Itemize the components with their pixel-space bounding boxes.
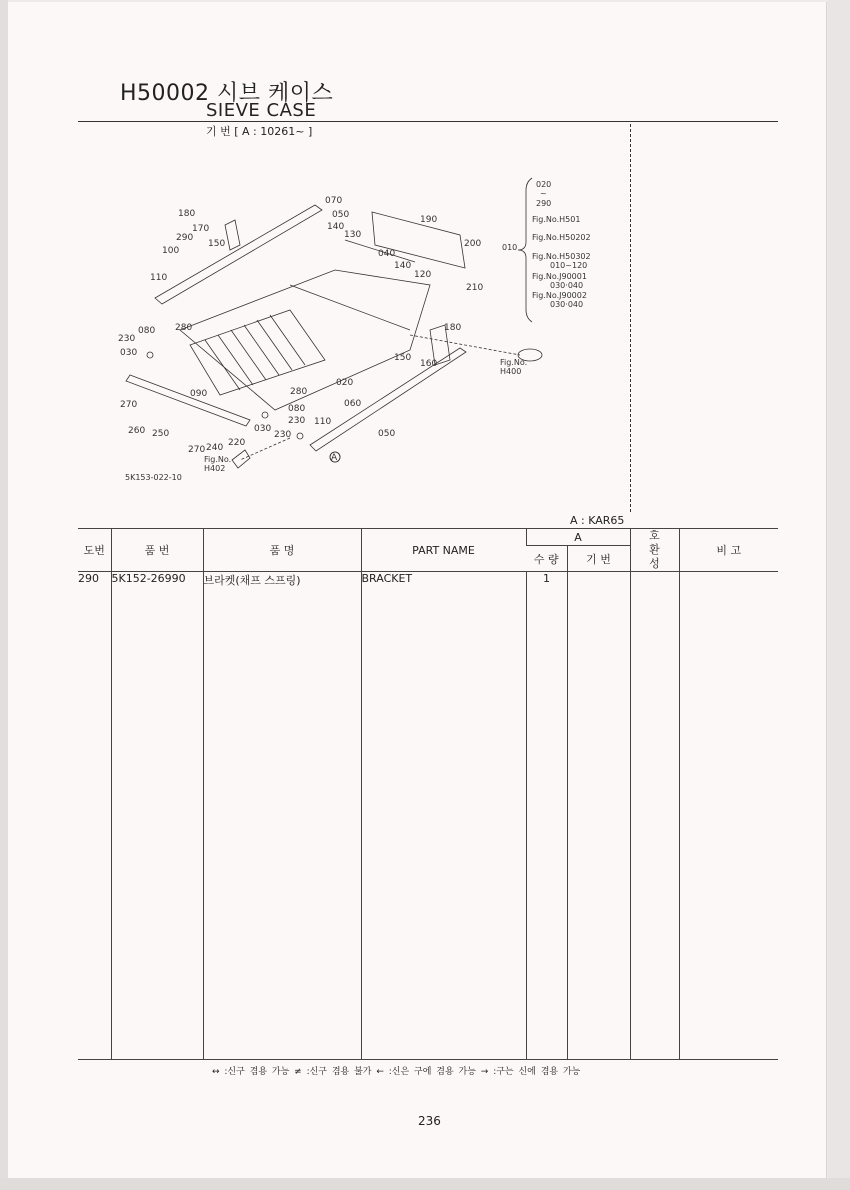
page-subtitle: SIEVE CASE <box>206 100 317 121</box>
scan-left-edge <box>0 0 8 1190</box>
svg-text:140: 140 <box>394 261 412 271</box>
top-rail <box>155 205 322 304</box>
svg-text:180: 180 <box>444 323 462 333</box>
header-part-no: 품 번 <box>111 529 203 572</box>
svg-text:250: 250 <box>152 429 170 439</box>
header-qty: 수 량 <box>526 546 567 572</box>
svg-text:040: 040 <box>378 249 396 259</box>
cell-name-en: BRACKET <box>361 572 526 1060</box>
page-title: H50002 시브 케이스 <box>120 81 334 106</box>
svg-text:230: 230 <box>118 334 136 344</box>
svg-text:220: 220 <box>228 438 246 448</box>
svg-text:280: 280 <box>290 387 308 397</box>
serial-range: 기 번 [ A : 10261~ ] <box>206 125 313 138</box>
diagram-divider <box>630 124 631 512</box>
svg-text:A: A <box>331 453 338 463</box>
header-name-en: PART NAME <box>361 529 526 572</box>
svg-text:060: 060 <box>344 399 362 409</box>
svg-text:5K153-022-10: 5K153-022-10 <box>125 473 182 482</box>
svg-text:020: 020 <box>536 180 552 189</box>
svg-text:010~120: 010~120 <box>550 261 588 270</box>
svg-text:090: 090 <box>190 389 208 399</box>
svg-text:230: 230 <box>274 430 292 440</box>
cell-ref-no: 290 <box>78 572 111 1060</box>
svg-text:110: 110 <box>150 273 168 283</box>
svg-text:120: 120 <box>414 270 432 280</box>
svg-text:280: 280 <box>175 323 193 333</box>
cell-interchange <box>630 572 679 1060</box>
svg-text:050: 050 <box>378 429 396 439</box>
cell-qty: 1 <box>526 572 567 1060</box>
svg-text:Fig.No.H501: Fig.No.H501 <box>532 215 581 224</box>
svg-text:Fig.No.J90001: Fig.No.J90001 <box>532 272 587 281</box>
svg-text:290: 290 <box>536 199 552 208</box>
svg-text:Fig.No.J90002: Fig.No.J90002 <box>532 291 587 300</box>
scan-bottom-edge <box>0 1178 850 1190</box>
svg-text:160: 160 <box>420 359 438 369</box>
sieve-grate <box>190 310 325 395</box>
model-note: A : KAR65 <box>570 514 625 527</box>
parts-table <box>78 528 778 1060</box>
front-rail <box>126 375 250 426</box>
svg-text:030·040: 030·040 <box>550 300 584 309</box>
svg-text:230: 230 <box>288 416 306 426</box>
cell-remarks <box>679 572 778 1060</box>
svg-text:210: 210 <box>466 283 484 293</box>
svg-text:110: 110 <box>314 417 332 427</box>
header-interchange: 호 환 성 <box>630 529 679 572</box>
svg-text:020: 020 <box>336 378 354 388</box>
svg-text:150: 150 <box>394 353 412 363</box>
svg-text:260: 260 <box>128 426 146 436</box>
header-name-kr: 품 명 <box>203 529 361 572</box>
header-remarks: 비 고 <box>679 529 778 572</box>
back-plate <box>372 212 465 268</box>
svg-text:Fig.No.: Fig.No. <box>500 358 528 367</box>
cell-serial <box>567 572 630 1060</box>
scan-right-edge <box>828 0 850 1190</box>
svg-text:150: 150 <box>208 239 226 249</box>
svg-text:Fig.No.H50202: Fig.No.H50202 <box>532 233 591 242</box>
svg-text:030: 030 <box>120 348 138 358</box>
exploded-parts-diagram <box>110 170 630 490</box>
svg-text:290: 290 <box>176 233 194 243</box>
svg-text:H400: H400 <box>500 367 522 376</box>
svg-text:050: 050 <box>332 210 350 220</box>
interchange-legend: ↔ :신구 겸용 가능 ≠ :신구 겸용 불가 ← :신은 구에 겸용 가능 → :구는 신에 겸용 가능 <box>212 1067 581 1077</box>
svg-text:H402: H402 <box>204 464 226 473</box>
svg-text:130: 130 <box>344 230 362 240</box>
svg-text:070: 070 <box>325 196 343 206</box>
svg-text:010: 010 <box>502 243 518 252</box>
svg-text:Fig.No.: Fig.No. <box>204 455 232 464</box>
svg-text:180: 180 <box>178 209 196 219</box>
svg-text:100: 100 <box>162 246 180 256</box>
cell-part-no: 5K152-26990 <box>111 572 203 1060</box>
table-row <box>78 572 778 1060</box>
svg-text:190: 190 <box>420 215 438 225</box>
svg-text:140: 140 <box>327 222 345 232</box>
svg-text:030: 030 <box>254 424 272 434</box>
header-serial: 기 번 <box>567 546 630 572</box>
svg-text:Fig.No.H50302: Fig.No.H50302 <box>532 252 591 261</box>
svg-text:270: 270 <box>120 400 138 410</box>
svg-text:240: 240 <box>206 443 224 453</box>
header-ref-no: 도번 <box>78 529 111 572</box>
svg-text:170: 170 <box>192 224 210 234</box>
svg-text:200: 200 <box>464 239 482 249</box>
svg-text:~: ~ <box>540 189 547 198</box>
svg-text:080: 080 <box>288 404 306 414</box>
svg-text:080: 080 <box>138 326 156 336</box>
page-number: 236 <box>418 1114 441 1128</box>
svg-text:270: 270 <box>188 445 206 455</box>
title-rule <box>78 121 778 122</box>
svg-text:030·040: 030·040 <box>550 281 584 290</box>
cell-name-kr: 브라켓(채프 스프링) <box>203 572 361 1060</box>
header-group-a: A <box>526 529 630 546</box>
